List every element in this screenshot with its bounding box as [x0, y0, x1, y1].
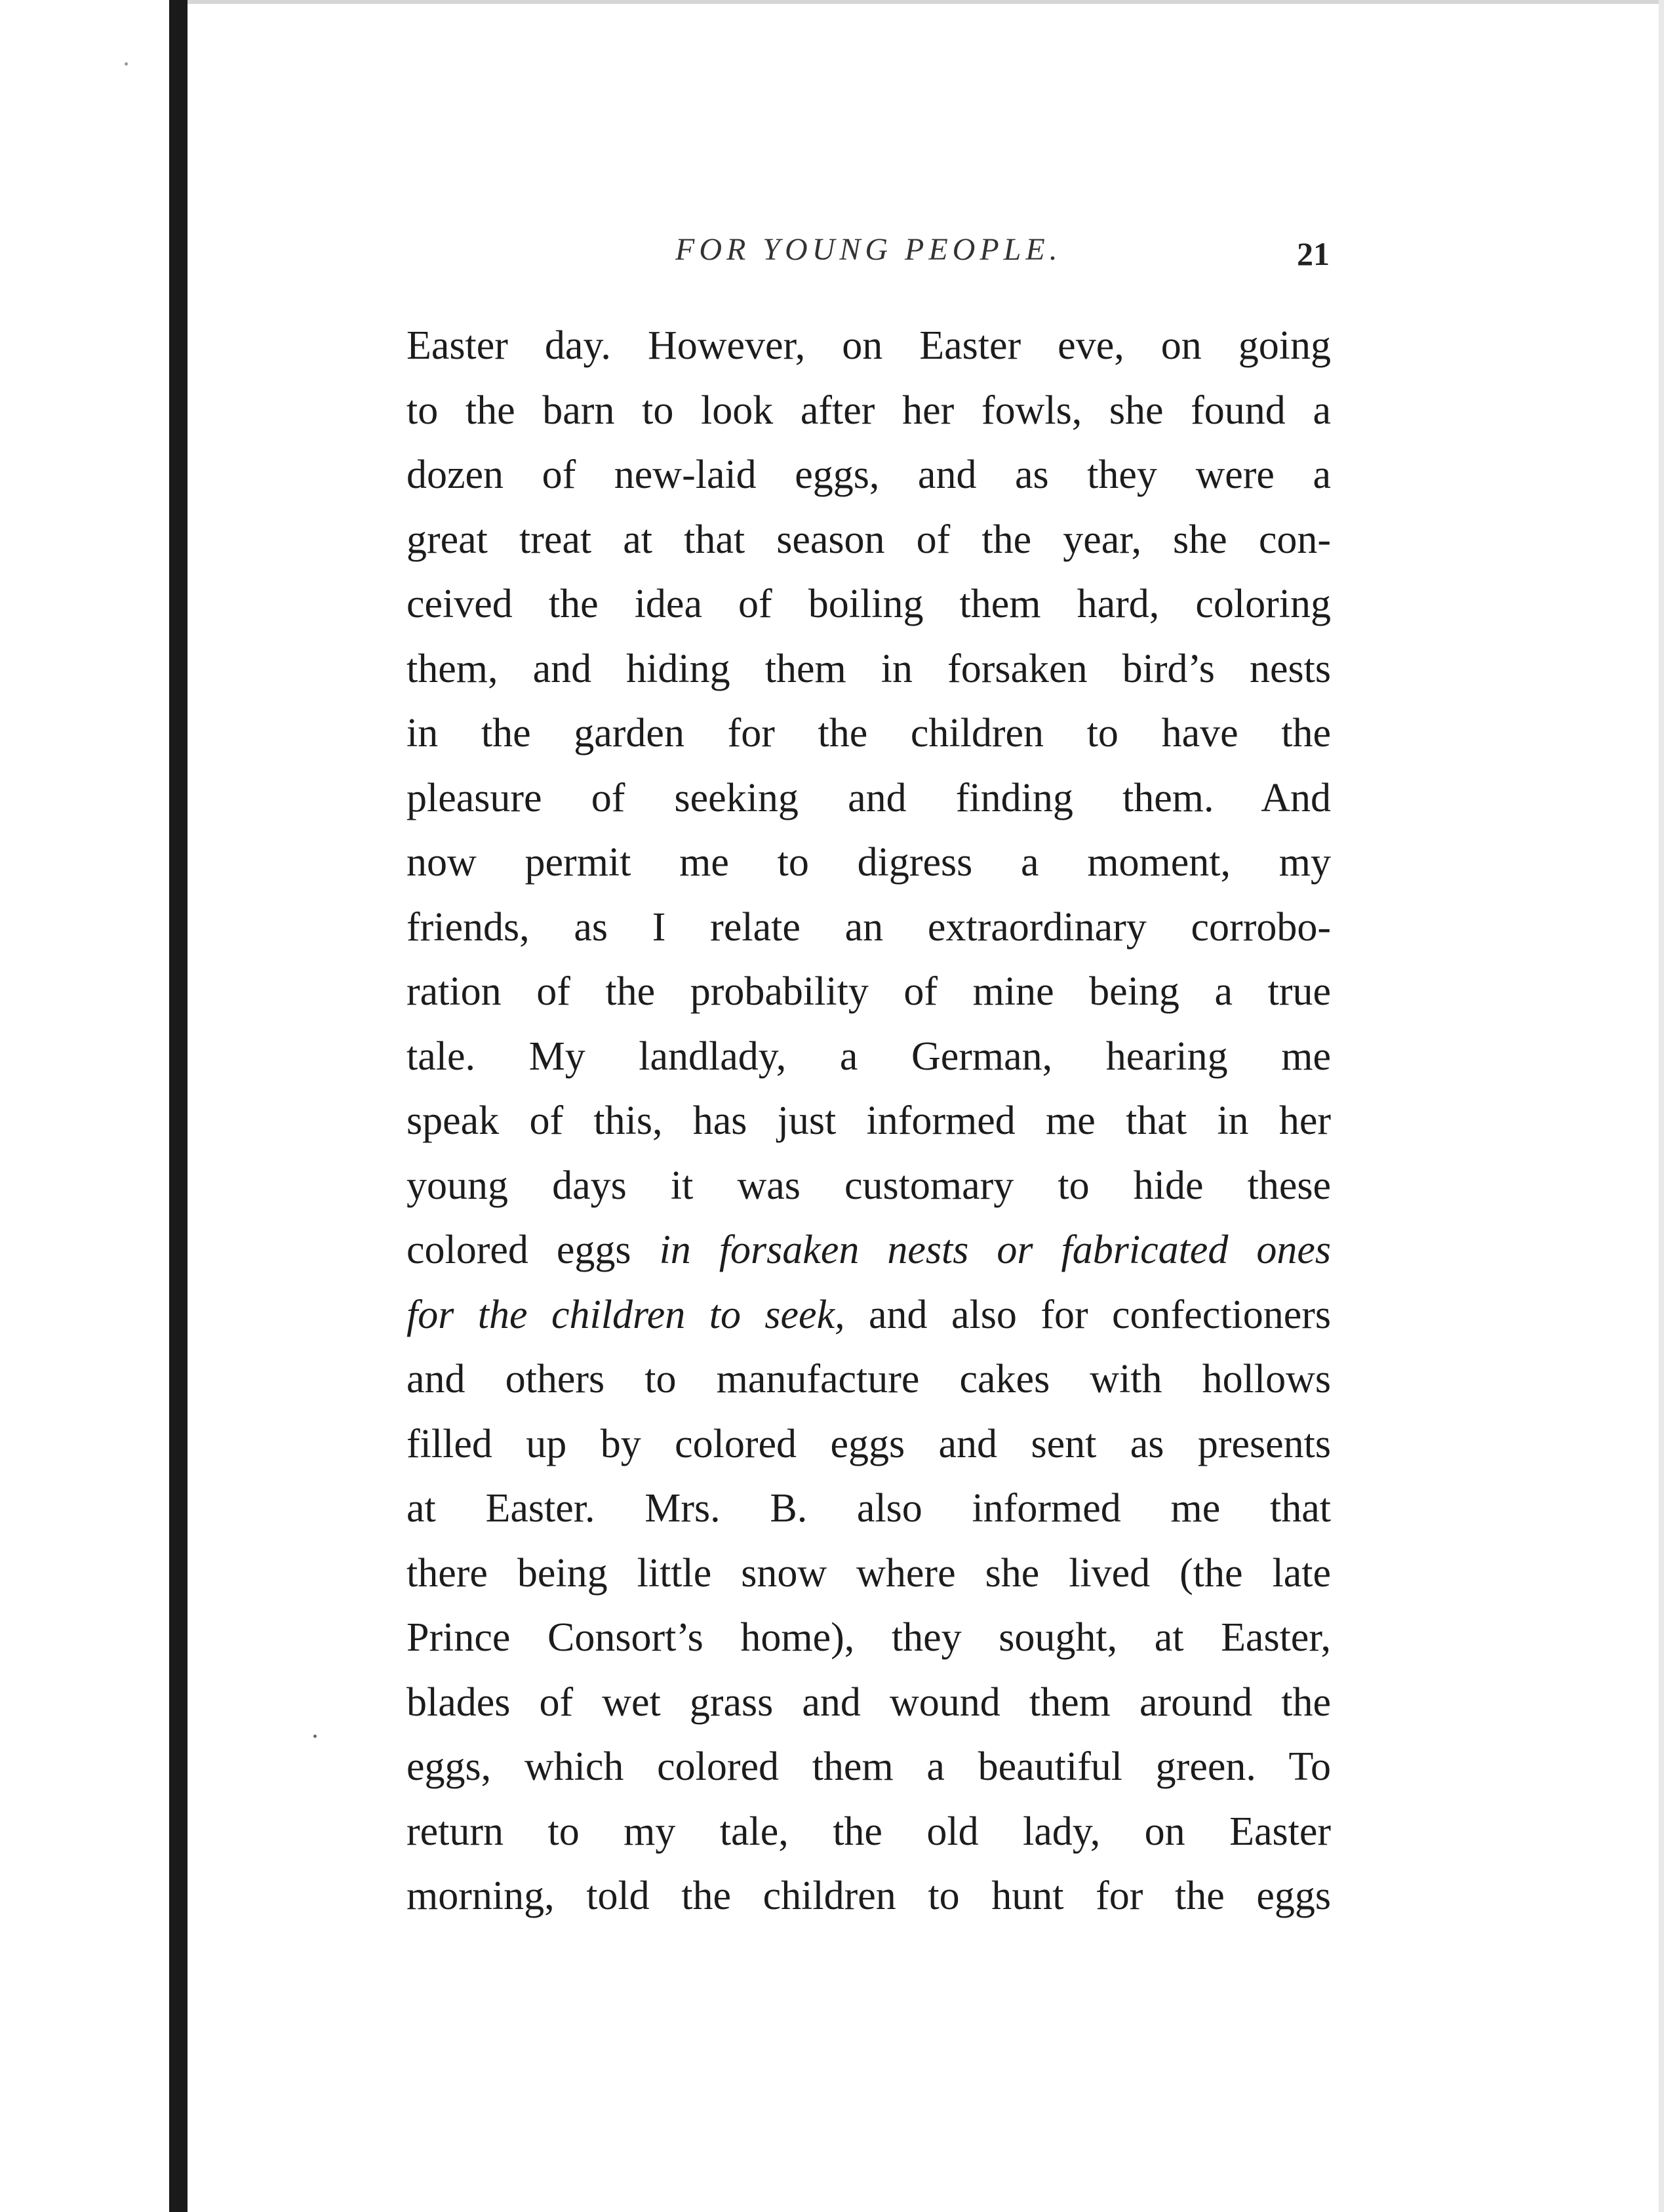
- text-line: pleasure of seeking and finding them. And: [406, 775, 1331, 820]
- text-line: speak of this, has just informed me that in her: [406, 1098, 1331, 1143]
- italic-emphasis: in forsaken nests or fabricated ones: [659, 1228, 1331, 1272]
- text-line: ceived the idea of boiling them hard, coloring: [406, 582, 1331, 626]
- scan-speck: [313, 1735, 317, 1738]
- text-line: at Easter. Mrs. B. also informed me that: [406, 1486, 1331, 1531]
- page-right-edge: [1659, 0, 1664, 2212]
- text-line: great treat at that season of the year, she con-: [406, 517, 1331, 562]
- text-line: and others to manufacture cakes with hollows: [406, 1357, 1331, 1401]
- running-head: FOR YOUNG PEOPLE.: [675, 232, 1062, 267]
- text-line: morning, told the children to hunt for the eggs: [406, 1874, 1331, 1918]
- text-line: ration of the probability of mine being a true: [406, 969, 1331, 1014]
- text-line: now permit me to digress a moment, my: [406, 840, 1331, 885]
- italic-emphasis: for the children to seek,: [406, 1292, 845, 1337]
- text-line: return to my tale, the old lady, on Easter: [406, 1809, 1331, 1854]
- text-line: in the garden for the children to have the: [406, 711, 1331, 755]
- body-text: [406, 313, 1331, 1929]
- text-line: them, and hiding them in forsaken bird’s nests: [406, 646, 1331, 691]
- text-line: young days it was customary to hide these: [406, 1163, 1331, 1208]
- text-line: colored eggs in forsaken nests or fabricated ones: [406, 1228, 1331, 1272]
- page-top-edge: [188, 0, 1664, 4]
- text-line: there being little snow where she lived (the late: [406, 1550, 1331, 1596]
- page-number: 21: [1297, 235, 1330, 272]
- text-line: eggs, which colored them a beautiful green. To: [406, 1744, 1331, 1789]
- text-line: dozen of new-laid eggs, and as they were a: [406, 452, 1331, 497]
- text-line: to the barn to look after her fowls, she found a: [406, 388, 1331, 433]
- text-line: tale. My landlady, a German, hearing me: [406, 1034, 1331, 1079]
- text-line: for the children to seek, and also for confectioners: [406, 1292, 1331, 1337]
- text-line: filled up by colored eggs and sent as presents: [406, 1421, 1331, 1466]
- text-line: blades of wet grass and wound them around the: [406, 1679, 1331, 1725]
- text-line: Easter day. However, on Easter eve, on going: [406, 323, 1331, 368]
- text-line: Prince Consort’s home), they sought, at Easter,: [406, 1615, 1331, 1660]
- page-binding-edge: [169, 0, 188, 2212]
- text-line: friends, as I relate an extraordinary corrobo-: [406, 904, 1331, 950]
- scan-speck: [125, 62, 128, 66]
